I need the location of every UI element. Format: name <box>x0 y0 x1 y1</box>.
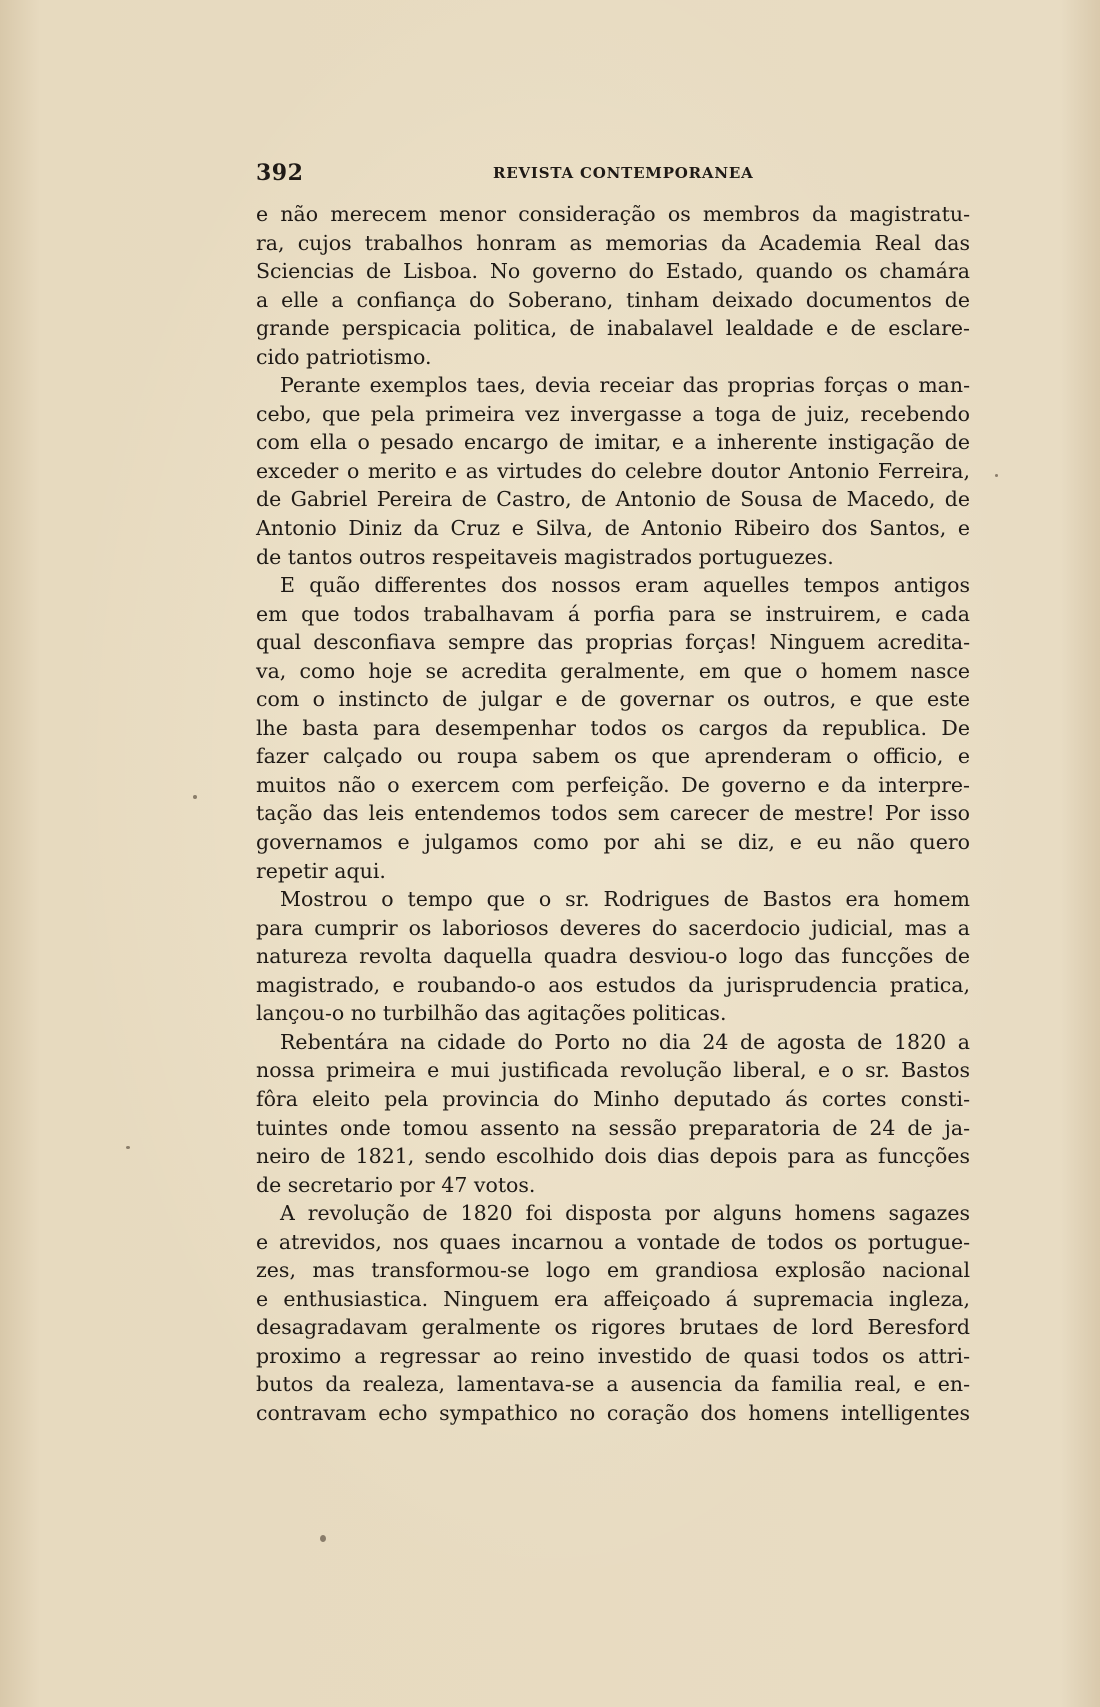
text-line: Mostrou o tempo que o sr. Rodrigues de Bastos era homem <box>280 887 970 912</box>
text-line: de secretario por 47 votos. <box>256 1172 536 1197</box>
text-line: contravam echo sympathico no coração dos homens intelligentes <box>256 1400 970 1425</box>
text-line: com o instincto de julgar e de governar os outros, e que este <box>256 687 970 712</box>
scan-speck <box>320 1535 326 1542</box>
text-line: governamos e julgamos como por ahi se diz, e eu não quero <box>256 830 970 855</box>
text-line: exceder o merito e as virtudes do celebre doutor Antonio Ferreira, <box>256 458 970 483</box>
running-title: REVISTA CONTEMPORANEA <box>493 164 754 182</box>
text-line: nossa primeira e mui justificada revolução liberal, e o sr. Bastos <box>256 1058 970 1083</box>
text-line: para cumprir os laboriosos deveres do sacerdocio judicial, mas a <box>256 915 970 940</box>
body-text <box>256 200 970 1428</box>
text-line: com ella o pesado encargo de imitar, e a inherente instigação de <box>256 430 970 455</box>
text-line: magistrado, e roubando-o aos estudos da jurisprudencia pratica, <box>256 972 970 997</box>
text-line: muitos não o exercem com perfeição. De governo e da interpre- <box>256 772 970 797</box>
text-line: grande perspicacia politica, de inabalavel lealdade e de esclare- <box>256 316 970 341</box>
scan-speck <box>193 795 197 799</box>
scan-speck <box>126 1146 130 1149</box>
text-line: de Gabriel Pereira de Castro, de Antonio de Sousa de Macedo, de <box>256 487 970 512</box>
text-line: va, como hoje se acredita geralmente, em que o homem nasce <box>256 658 970 683</box>
text-line: e atrevidos, nos quaes incarnou a vontade de todos os portugue- <box>256 1229 970 1254</box>
page-header <box>256 160 986 190</box>
text-line: Perante exemplos taes, devia receiar das proprias forças o man- <box>280 373 970 398</box>
text-line: A revolução de 1820 foi disposta por alguns homens sagazes <box>280 1201 970 1226</box>
page-number: 392 <box>256 160 304 186</box>
text-line: tuintes onde tomou assento na sessão preparatoria de 24 de ja- <box>256 1115 970 1140</box>
text-line: a elle a confiança do Soberano, tinham deixado documentos de <box>256 287 970 312</box>
text-line: em que todos trabalhavam á porfia para se instruirem, e cada <box>256 601 970 626</box>
text-line: cido patriotismo. <box>256 344 432 369</box>
text-line: Rebentára na cidade do Porto no dia 24 de agosta de 1820 a <box>280 1029 970 1054</box>
text-line: lhe basta para desempenhar todos os cargos da republica. De <box>256 715 970 740</box>
text-line: cebo, que pela primeira vez invergasse a toga de juiz, recebendo <box>256 401 970 426</box>
text-line: repetir aqui. <box>256 858 386 883</box>
text-line: Sciencias de Lisboa. No governo do Estado, quando os chamára <box>256 259 970 284</box>
text-line: qual desconfiava sempre das proprias forças! Ninguem acredita- <box>256 630 970 655</box>
text-line: zes, mas transformou-se logo em grandiosa explosão nacional <box>256 1258 970 1283</box>
text-line: neiro de 1821, sendo escolhido dois dias depois para as funcções <box>256 1144 970 1169</box>
text-line: de tantos outros respeitaveis magistrados portuguezes. <box>256 544 834 569</box>
text-line: fôra eleito pela provincia do Minho deputado ás cortes consti- <box>256 1086 970 1111</box>
text-line: butos da realeza, lamentava-se a ausencia da familia real, e en- <box>256 1372 970 1397</box>
scan-speck <box>995 474 998 477</box>
text-line: fazer calçado ou roupa sabem os que aprenderam o officio, e <box>256 744 970 769</box>
text-line: Antonio Diniz da Cruz e Silva, de Antonio Ribeiro dos Santos, e <box>256 516 970 541</box>
text-line: e enthusiastica. Ninguem era affeiçoado á supremacia ingleza, <box>256 1286 970 1311</box>
text-line: lançou-o no turbilhão das agitações politicas. <box>256 1001 727 1026</box>
text-line: desagradavam geralmente os rigores brutaes de lord Beresford <box>256 1315 970 1340</box>
text-line: ra, cujos trabalhos honram as memorias da Academia Real das <box>256 230 970 255</box>
text-line: e não merecem menor consideração os membros da magistratu- <box>256 202 970 226</box>
text-line: tação das leis entendemos todos sem carecer de mestre! Por isso <box>256 801 970 826</box>
text-line: natureza revolta daquella quadra desviou-o logo das funcções de <box>256 944 970 969</box>
text-line: E quão differentes dos nossos eram aquelles tempos antigos <box>280 573 970 598</box>
text-line: proximo a regressar ao reino investido de quasi todos os attri- <box>256 1343 970 1368</box>
